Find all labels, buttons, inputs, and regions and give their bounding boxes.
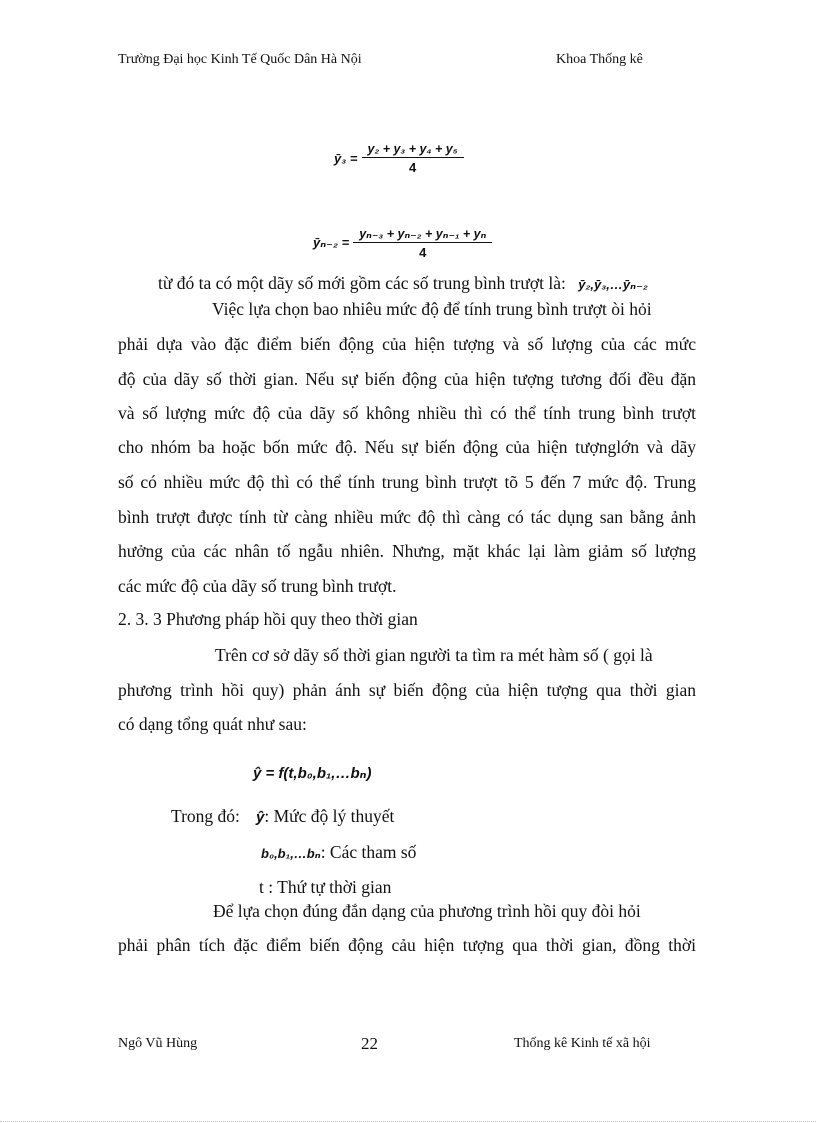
paragraph-line: cho nhóm ba hoặc bốn mức độ. Nếu sự biến động của hiện tượnglớn và dãy bbox=[118, 437, 696, 457]
where-symbol: b₀,b₁,…bₙ bbox=[261, 846, 321, 861]
paragraph-line: phương trình hồi quy) phản ánh sự biến động của hiện tượng qua thời gian bbox=[118, 680, 696, 700]
header-department: Khoa Thống kê bbox=[556, 52, 643, 67]
footer-department: Thống kê Kinh tế xã hội bbox=[514, 1036, 651, 1051]
equation-lhs: ȳₙ₋₂ = bbox=[313, 235, 350, 250]
equation-lhs: ȳ₃ = bbox=[334, 151, 358, 166]
paragraph-line: phải phân tích đặc điểm biến động cảu hiện tượng qua thời gian, đồng thời bbox=[118, 935, 696, 955]
where-symbol: ŷ bbox=[256, 809, 265, 826]
equation-numerator: yₙ₋₃ + yₙ₋₂ + yₙ₋₁ + yₙ bbox=[353, 226, 492, 243]
paragraph-line: hưởng của các nhân tố ngẫu nhiên. Nhưng, mặt khác lại làm giảm số lượng bbox=[118, 541, 696, 561]
paragraph-line: phải dựa vào đặc điểm biến động của hiện tượng và số lượng của các mức bbox=[118, 334, 696, 354]
footer-author: Ngô Vũ Hùng bbox=[118, 1036, 198, 1051]
equation-denominator: 4 bbox=[419, 245, 427, 260]
page-bottom-border bbox=[0, 1121, 816, 1122]
equation-yn-2 bbox=[313, 226, 492, 260]
equation-y3 bbox=[334, 142, 464, 175]
paragraph-line: độ của dãy số thời gian. Nếu sự biến động của hiện tượng tương đối đều đặn bbox=[118, 369, 696, 389]
paragraph-line: có dạng tổng quát như sau: bbox=[118, 714, 307, 734]
series-formula: ȳ₂,ȳ₃,…ȳₙ₋₂ bbox=[578, 277, 648, 292]
paragraph-line: các mức độ của dãy số trung bình trượt. bbox=[118, 576, 397, 596]
moving-average-series-line bbox=[158, 273, 648, 294]
equation-numerator: y₂ + y₃ + y₄ + y₅ bbox=[362, 142, 464, 158]
paragraph-line: bình trượt được tính từ càng nhiều mức độ thì càng có tác dụng san bằng ảnh bbox=[118, 507, 696, 527]
where-item: t : Thứ tự thời gian bbox=[259, 877, 392, 897]
where-item bbox=[256, 806, 394, 827]
page-number: 22 bbox=[361, 1034, 378, 1053]
paragraph-line: Trên cơ sở dãy số thời gian người ta tìm ra mét hàm số ( gọi là bbox=[215, 645, 653, 665]
where-desc: : Các tham số bbox=[320, 842, 417, 862]
paragraph-line: và số lượng mức độ của dãy số không nhiều thì có thể tính trung bình trượt bbox=[118, 403, 696, 423]
header-school: Trường Đại học Kinh Tế Quốc Dân Hà Nội bbox=[118, 52, 362, 67]
section-heading: 2. 3. 3 Phương pháp hồi quy theo thời gian bbox=[118, 609, 418, 629]
where-desc: : Mức độ lý thuyết bbox=[264, 806, 395, 826]
paragraph-line: số có nhiều mức độ thì có thể tính trung bình trượt tõ 5 đến 7 mức độ. Trung bbox=[118, 472, 696, 492]
paragraph-line: Việc lựa chọn bao nhiêu mức độ để tính trung bình trượt òi hỏi bbox=[212, 299, 652, 319]
equation-fraction bbox=[362, 142, 464, 175]
paragraph-line: Để lựa chọn đúng đắn dạng của phương trình hồi quy đòi hỏi bbox=[213, 901, 641, 921]
regression-formula: ŷ = f(t,b₀,b₁,…bₙ) bbox=[253, 765, 372, 782]
sentence-text: từ đó ta có một dãy số mới gồm các số trung bình trượt là: bbox=[158, 273, 566, 293]
equation-fraction bbox=[353, 226, 492, 260]
where-item bbox=[261, 842, 416, 863]
where-label: Trong đó: bbox=[171, 806, 240, 826]
equation-denominator: 4 bbox=[408, 160, 417, 175]
